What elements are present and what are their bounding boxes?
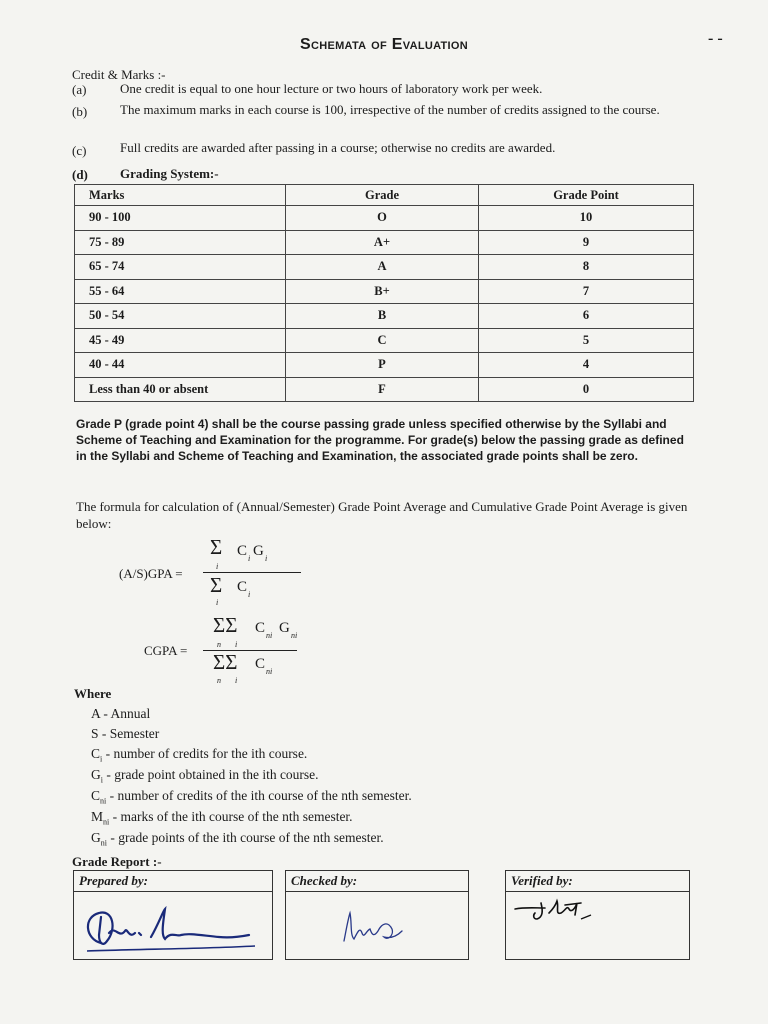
var-c: C xyxy=(255,656,266,672)
table-row xyxy=(75,377,694,402)
grade-point-cell: 7 xyxy=(479,279,694,304)
def-sub: ni xyxy=(100,838,107,848)
rule-c-label: (c) xyxy=(72,143,87,158)
definition-item xyxy=(91,746,307,764)
def-symbol: G xyxy=(91,830,101,845)
cgpa-label: CGPA = xyxy=(144,643,188,658)
rule-b-text: The maximum marks in each course is 100, irrespective of the number of credits assigned to the course. xyxy=(120,102,660,117)
index-n: n xyxy=(217,640,221,649)
index-i: i xyxy=(216,562,219,571)
gpa-label: (A/S)GPA = xyxy=(119,566,183,581)
marks-cell: 50 - 54 xyxy=(75,304,286,329)
marks-cell: 40 - 44 xyxy=(75,353,286,378)
passing-grade-note: Grade P (grade point 4) shall be the course passing grade unless specified otherwise by the Syllabi and Scheme of Teaching and Examination for the programme. For grade(s) below the passing grade as defined in the Syllabi and Scheme of Teaching and Examination, the associated grade points shall be zero. xyxy=(76,417,684,463)
def-symbol: C xyxy=(91,788,101,803)
table-row xyxy=(75,328,694,353)
header-grade: Grade xyxy=(286,185,479,206)
prepared-by-box xyxy=(73,870,273,960)
grade-point-cell: 0 xyxy=(479,377,694,402)
rule-b-label: (b) xyxy=(72,104,88,119)
title-text: Schemata of Evaluation xyxy=(299,36,468,53)
header-grade-point: Grade Point xyxy=(479,185,694,206)
sigma-symbol: Σ xyxy=(210,535,223,559)
def-sub: i xyxy=(100,775,103,785)
table-row xyxy=(75,230,694,255)
def-text: - marks of the ith course of the nth semester. xyxy=(109,809,353,824)
sub-i: i xyxy=(248,590,251,599)
def-text: - grade points of the ith course of the nth semester. xyxy=(106,830,384,845)
sub-i: i xyxy=(265,554,268,563)
def-symbol: C xyxy=(91,746,101,761)
def-text: - number of credits of the ith course of the nth semester. xyxy=(106,788,412,803)
grade-cell: F xyxy=(286,377,479,402)
table-row xyxy=(75,255,694,280)
rule-d-label: (d) xyxy=(72,167,88,182)
rule-c-text: Full credits are awarded after passing in a course; otherwise no credits are awarded. xyxy=(120,140,556,155)
grade-report-heading: Grade Report :- xyxy=(72,854,162,869)
prepared-by-signature xyxy=(79,899,269,959)
definition-item xyxy=(91,809,353,827)
corner-mark: - - xyxy=(708,30,723,47)
grade-cell: B+ xyxy=(286,279,479,304)
credit-heading: Credit & Marks :- xyxy=(72,67,166,82)
table-header-row xyxy=(75,185,694,206)
index-i: i xyxy=(235,676,238,685)
var-g: G xyxy=(253,543,264,559)
def-symbol: M xyxy=(91,809,104,824)
grade-cell: A+ xyxy=(286,230,479,255)
where-heading: Where xyxy=(74,686,112,701)
var-c: C xyxy=(237,579,248,595)
def-sub: i xyxy=(100,754,103,764)
table-row xyxy=(75,353,694,378)
checked-by-signature xyxy=(336,901,416,951)
grade-cell: A xyxy=(286,255,479,280)
grade-point-cell: 5 xyxy=(479,328,694,353)
sub-i: i xyxy=(248,554,251,563)
rule-a-text: One credit is equal to one hour lecture or two hours of laboratory work per week. xyxy=(120,81,543,96)
sub-ni: ni xyxy=(266,631,273,640)
definition-item xyxy=(91,767,319,785)
double-sigma-symbol: ΣΣ xyxy=(213,613,238,637)
def-text: - grade point obtained in the ith course. xyxy=(102,767,319,782)
sigma-symbol: Σ xyxy=(210,573,223,597)
marks-cell: 45 - 49 xyxy=(75,328,286,353)
marks-cell: 55 - 64 xyxy=(75,279,286,304)
grade-cell: O xyxy=(286,206,479,231)
grading-table xyxy=(74,184,694,402)
def-text: - Semester xyxy=(98,726,160,741)
def-symbol: A xyxy=(91,706,101,721)
sub-ni: ni xyxy=(266,667,273,676)
var-c: C xyxy=(255,620,266,636)
grade-point-cell: 6 xyxy=(479,304,694,329)
def-symbol: S xyxy=(91,726,99,741)
grade-cell: C xyxy=(286,328,479,353)
index-i: i xyxy=(216,598,219,607)
def-sub: ni xyxy=(103,817,110,827)
def-symbol: G xyxy=(91,767,101,782)
grade-point-cell: 9 xyxy=(479,230,694,255)
var-g: G xyxy=(279,620,290,636)
index-n: n xyxy=(217,676,221,685)
header-marks: Marks xyxy=(75,185,286,206)
definition-item xyxy=(91,788,412,806)
grading-system-heading: Grading System:- xyxy=(120,166,219,181)
grade-point-cell: 4 xyxy=(479,353,694,378)
definition-item xyxy=(91,706,150,722)
double-sigma-symbol: ΣΣ xyxy=(213,650,238,674)
table-row xyxy=(75,279,694,304)
verified-by-signature xyxy=(511,893,611,927)
def-sub: ni xyxy=(100,796,107,806)
rule-a-label: (a) xyxy=(72,82,87,97)
table-row xyxy=(75,206,694,231)
grade-cell: B xyxy=(286,304,479,329)
def-text: - Annual xyxy=(100,706,151,721)
marks-cell: Less than 40 or absent xyxy=(75,377,286,402)
sub-ni: ni xyxy=(291,631,298,640)
grade-cell: P xyxy=(286,353,479,378)
def-text: - number of credits for the ith course. xyxy=(102,746,308,761)
marks-cell: 75 - 89 xyxy=(75,230,286,255)
marks-cell: 65 - 74 xyxy=(75,255,286,280)
verified-by-label: Verified by: xyxy=(506,871,689,892)
formula-intro: The formula for calculation of (Annual/Semester) Grade Point Average and Cumulative Grade Point Average is given below: xyxy=(76,499,688,531)
table-row xyxy=(75,304,694,329)
grade-point-cell: 10 xyxy=(479,206,694,231)
definition-item xyxy=(91,726,159,742)
definition-item xyxy=(91,830,384,848)
grade-point-cell: 8 xyxy=(479,255,694,280)
index-i: i xyxy=(235,640,238,649)
prepared-by-label: Prepared by: xyxy=(74,871,272,892)
var-c: C xyxy=(237,543,248,559)
checked-by-box xyxy=(285,870,469,960)
verified-by-box xyxy=(505,870,690,960)
checked-by-label: Checked by: xyxy=(286,871,468,892)
page-title xyxy=(0,36,768,54)
marks-cell: 90 - 100 xyxy=(75,206,286,231)
